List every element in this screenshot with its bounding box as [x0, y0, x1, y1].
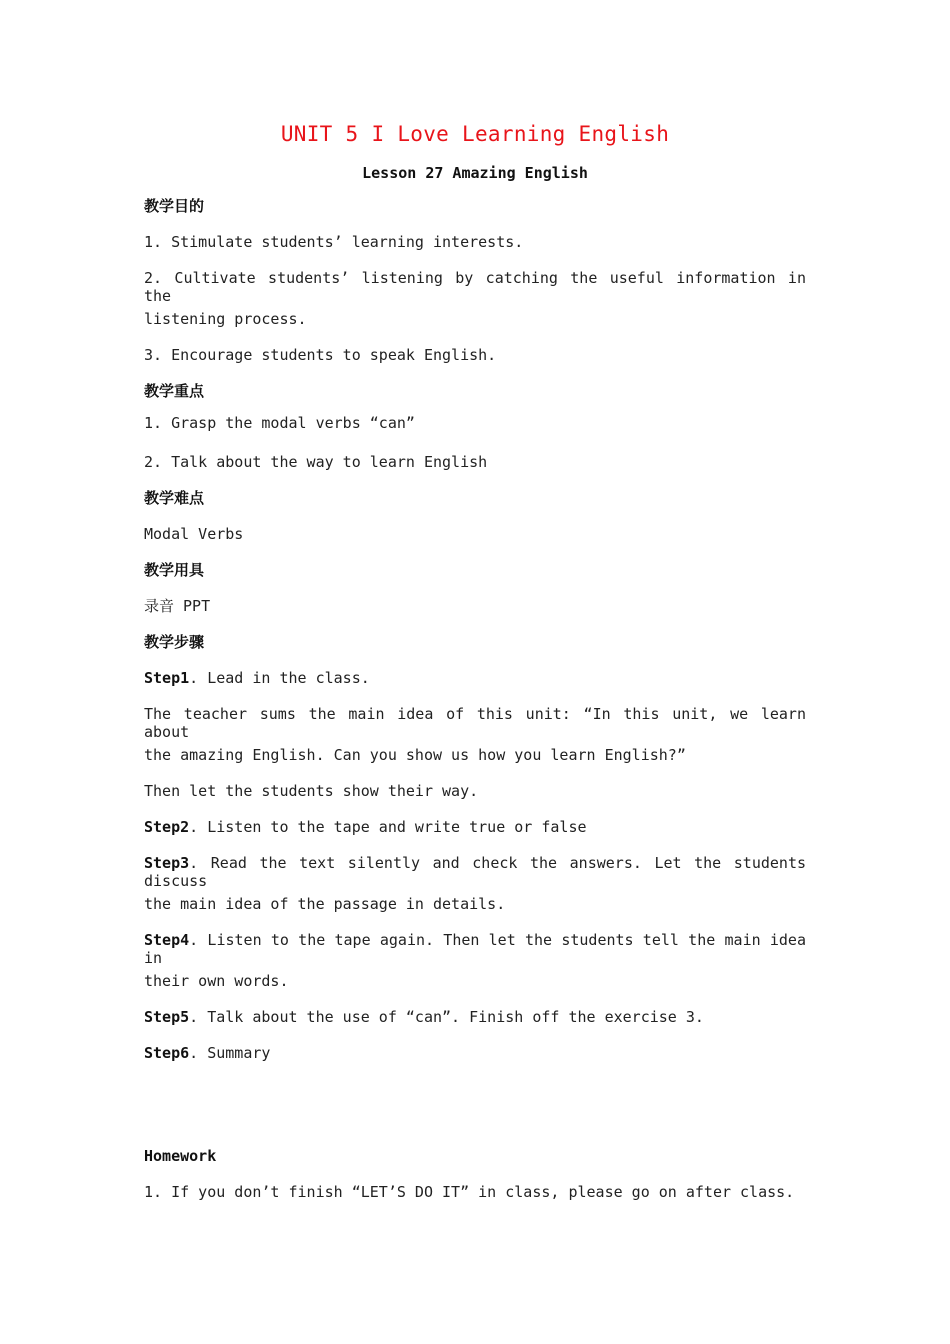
step-text: . Talk about the use of “can”. Finish off the exercise 3.: [189, 1008, 704, 1026]
step-text: . Listen to the tape and write true or false: [189, 818, 587, 836]
step-text: . Summary: [189, 1044, 271, 1062]
homework-heading: Homework: [144, 1147, 217, 1165]
step-label: Step4: [144, 931, 190, 949]
step-text: their own words.: [144, 972, 289, 990]
step-line: [144, 931, 806, 967]
key-point-item: 2. Talk about the way to learn English: [144, 453, 488, 471]
step-text: . Read the text silently and check the answers. Let the students discuss: [144, 854, 806, 890]
step-text: Then let the students show their way.: [144, 782, 479, 800]
objective-item: listening process.: [144, 310, 307, 328]
step-label: Step6: [144, 1044, 190, 1062]
objective-item: 3. Encourage students to speak English.: [144, 346, 497, 364]
unit-title: UNIT 5 I Love Learning English: [280, 122, 670, 146]
objective-item: 2. Cultivate students’ listening by catching the useful information in the: [144, 269, 806, 305]
step-line: [144, 705, 806, 741]
step-text: . Lead in the class.: [189, 669, 370, 687]
step-line: [144, 1044, 806, 1062]
step-label: Step1: [144, 669, 190, 687]
step-text: . Listen to the tape again. Then let the students tell the main idea in: [144, 931, 806, 967]
homework-item: 1. If you don’t finish “LET’S DO IT” in class, please go on after class.: [144, 1183, 795, 1201]
step-text: the amazing English. Can you show us how you learn English?”: [144, 746, 686, 764]
step-label: Step5: [144, 1008, 190, 1026]
step-line: [144, 1008, 806, 1026]
step-line: [144, 818, 806, 836]
step-text: The teacher sums the main idea of this unit: “In this unit, we learn about: [144, 705, 806, 741]
step-text: the main idea of the passage in details.: [144, 895, 506, 913]
key-point-item: 1. Grasp the modal verbs “can”: [144, 414, 415, 432]
step-line: [144, 854, 806, 890]
lesson-subtitle: Lesson 27 Amazing English: [362, 164, 588, 182]
steps-heading: 教学步骤: [144, 633, 205, 651]
objectives-heading: 教学目的: [144, 197, 205, 215]
step-line: [144, 746, 806, 764]
step-line: [144, 972, 806, 990]
objective-item: 1. Stimulate students’ learning interests.: [144, 233, 524, 251]
step-line: [144, 782, 806, 800]
difficulty-item: Modal Verbs: [144, 525, 244, 543]
key-points-heading: 教学重点: [144, 382, 205, 400]
difficulties-heading: 教学难点: [144, 489, 205, 507]
step-line: [144, 895, 806, 913]
step-label: Step3: [144, 854, 190, 872]
step-label: Step2: [144, 818, 190, 836]
step-line: [144, 669, 806, 687]
tools-item: 录音 PPT: [144, 597, 211, 615]
tools-heading: 教学用具: [144, 561, 205, 579]
